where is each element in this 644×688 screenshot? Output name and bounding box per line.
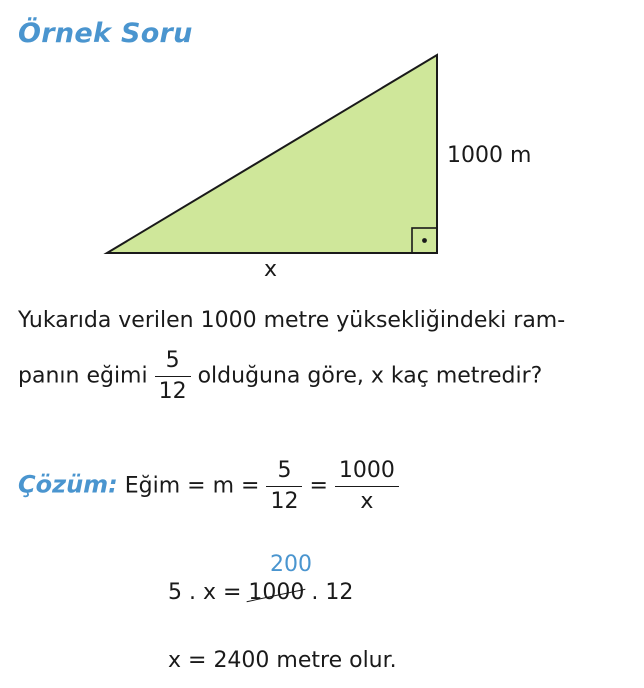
solution-line-2 bbox=[168, 578, 353, 608]
solution-heading: Çözüm: bbox=[18, 470, 118, 499]
struck-1000: 1000 bbox=[248, 578, 304, 608]
question-line-2-end: olduğuna göre, x kaç metredir? bbox=[197, 363, 543, 389]
example-title: Örnek Soru bbox=[18, 18, 193, 49]
fraction-1000-x-numerator: 1000 bbox=[335, 456, 399, 487]
question-line-1: Yukarıda verilen 1000 metre yüksekliğindeki ram- bbox=[18, 308, 566, 333]
eq2-suffix: . 12 bbox=[304, 580, 354, 605]
right-angle-dot bbox=[422, 238, 427, 243]
solution-line-1 bbox=[18, 456, 399, 517]
fraction-1000-x bbox=[335, 456, 399, 517]
fraction-1000-x-denominator: x bbox=[360, 489, 374, 514]
slope-equation-lhs: Eğim = m = bbox=[124, 473, 260, 499]
ramp-triangle bbox=[107, 55, 437, 253]
fraction-5-12 bbox=[266, 456, 302, 517]
solution-line-3: x = 2400 metre olur. bbox=[168, 648, 397, 673]
equals-sign: = bbox=[309, 473, 328, 499]
eq2-prefix: 5 . x = bbox=[168, 580, 249, 605]
triangle-figure bbox=[0, 0, 644, 290]
fraction-5-12-denominator: 12 bbox=[270, 489, 299, 514]
base-label: x bbox=[264, 257, 278, 282]
question-line-2 bbox=[18, 346, 542, 407]
slope-numerator: 5 bbox=[155, 346, 191, 377]
slope-denominator: 12 bbox=[158, 379, 187, 404]
slope-fraction bbox=[155, 346, 191, 407]
fraction-5-12-numerator: 5 bbox=[266, 456, 302, 487]
height-label: 1000 m bbox=[447, 143, 532, 168]
question-line-2-start: panın eğimi bbox=[18, 363, 148, 389]
simplified-note: 200 bbox=[270, 552, 312, 577]
